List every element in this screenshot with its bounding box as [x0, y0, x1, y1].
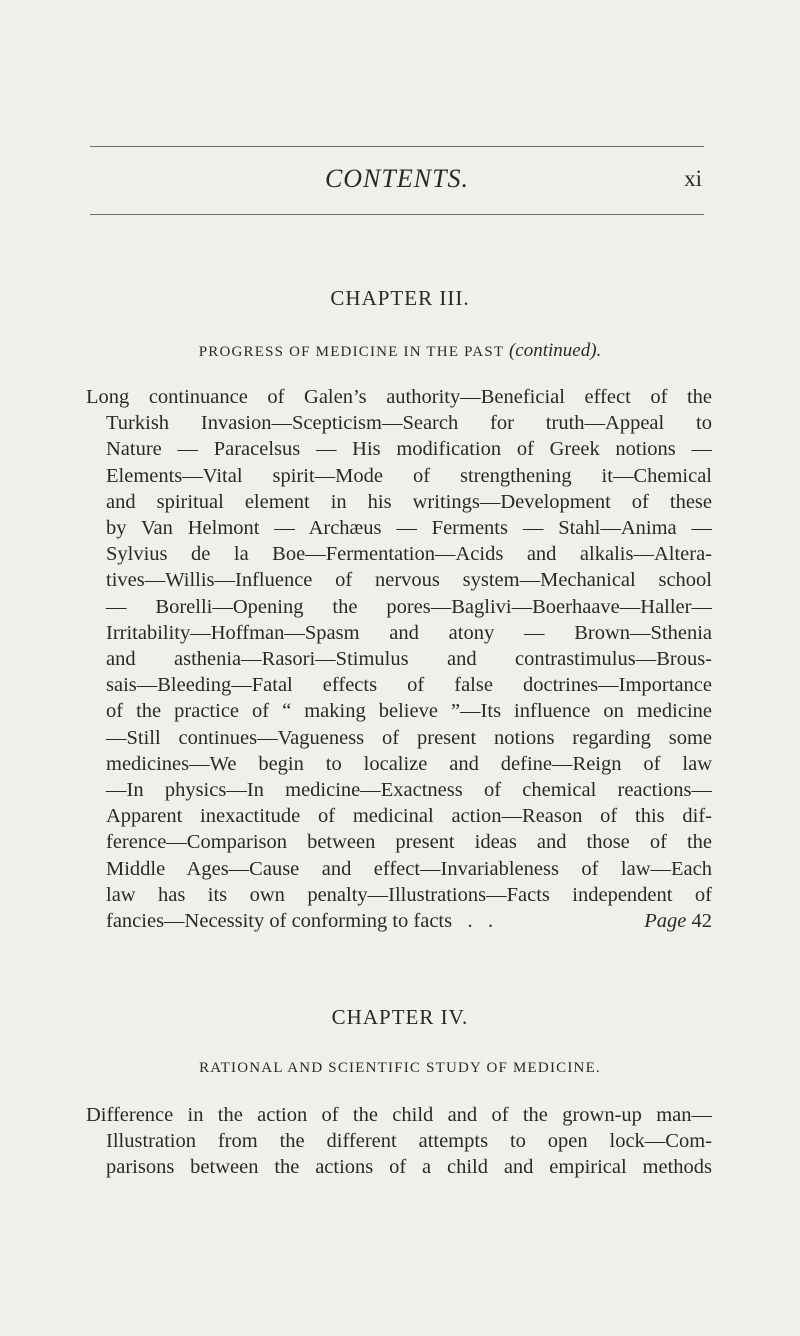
synopsis-last-line-text: fancies—Necessity of conforming to facts . . — [106, 910, 494, 933]
synopsis-line: Nature — Paracelsus — His modification of Greek notions — — [106, 438, 712, 461]
chapter-3-synopsis — [86, 384, 712, 934]
chapter-3-heading: CHAPTER III. — [330, 286, 470, 310]
header-top-rule — [90, 146, 704, 147]
synopsis-line: sais—Bleeding—Fatal effects of false doctrines—Importance — [106, 674, 712, 697]
page-folio: xi — [684, 166, 702, 191]
header-bottom-rule — [90, 214, 704, 215]
synopsis-line: and spiritual element in his writings—Development of these — [106, 490, 712, 513]
synopsis-line: medicines—We begin to localize and define—Reign of law — [106, 752, 712, 775]
synopsis-line: Apparent inexactitude of medicinal action—Reason of this dif- — [106, 805, 712, 828]
page-reference — [644, 908, 712, 934]
synopsis-line: of the practice of “ making believe ”—Its influence on medicine — [106, 700, 712, 723]
synopsis-line: Long continuance of Galen’s authority—Beneficial effect of the — [86, 386, 712, 408]
synopsis-line: Sylvius de la Boe—Fermentation—Acids and alkalis—Altera- — [106, 543, 712, 566]
chapter-4-synopsis — [86, 1102, 712, 1181]
synopsis-line: and asthenia—Rasori—Stimulus and contrastimulus—Brous- — [106, 648, 712, 671]
chapter-4-heading: CHAPTER IV. — [331, 1005, 469, 1029]
chapter-3-subtitle — [0, 340, 800, 362]
synopsis-line: —Still continues—Vagueness of present notions regarding some — [106, 726, 712, 749]
synopsis-line: Middle Ages—Cause and effect—Invariableness of law—Each — [106, 857, 712, 880]
chapter-3-subtitle-main: PROGRESS OF MEDICINE IN THE PAST — [198, 344, 504, 360]
synopsis-line: — Borelli—Opening the pores—Baglivi—Boerhaave—Haller— — [106, 595, 712, 618]
synopsis-line: ference—Comparison between present ideas and those of the — [106, 831, 712, 854]
synopsis-line: law has its own penalty—Illustrations—Facts independent of — [106, 883, 712, 906]
synopsis-last-line — [106, 908, 712, 934]
running-head — [90, 164, 704, 198]
synopsis-line: tives—Willis—Influence of nervous system—Mechanical school — [106, 569, 712, 592]
synopsis-line: Elements—Vital spirit—Mode of strengthening it—Chemical — [106, 464, 712, 487]
synopsis-line: by Van Helmont — Archæus — Ferments — Stahl—Anima — — [106, 517, 712, 540]
chapter-4-subtitle: RATIONAL AND SCIENTIFIC STUDY OF MEDICINE. — [199, 1060, 601, 1076]
page-number: 42 — [691, 910, 712, 933]
synopsis-line: Illustration from the different attempts to open lock—Com- — [106, 1130, 712, 1153]
chapter-3-subtitle-continued: (continued). — [508, 340, 602, 361]
synopsis-line: Irritability—Hoffman—Spasm and atony — Brown—Sthenia — [106, 621, 712, 644]
page-label: Page — [644, 910, 687, 933]
synopsis-line: Turkish Invasion—Scepticism—Search for truth—Appeal to — [106, 412, 712, 435]
synopsis-line: parisons between the actions of a child and empirical methods — [106, 1156, 712, 1179]
synopsis-line: —In physics—In medicine—Exactness of chemical reactions— — [106, 779, 712, 802]
running-title: CONTENTS. — [324, 164, 470, 193]
synopsis-line: Difference in the action of the child and of the grown-up man— — [86, 1104, 712, 1126]
